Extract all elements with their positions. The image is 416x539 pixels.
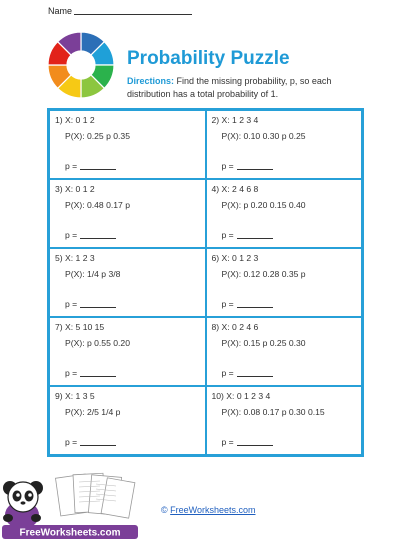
answer-blank[interactable] [80, 238, 116, 239]
problem-x-values: 7) X: 5 10 15 [55, 322, 105, 332]
answer-field[interactable] [222, 230, 273, 240]
puzzle-wheel-logo-icon [47, 31, 115, 99]
problem-x-values: 3) X: 0 1 2 [55, 184, 95, 194]
problem-probabilities: P(X): 0.15 p 0.25 0.30 [221, 338, 306, 348]
answer-blank[interactable] [237, 376, 273, 377]
name-field[interactable] [48, 6, 192, 16]
page-title: Probability Puzzle [127, 48, 290, 69]
problem-x-values: 6) X: 0 1 2 3 [211, 253, 259, 263]
answer-label: p = [221, 161, 234, 171]
puzzle-center [68, 52, 94, 78]
problem-cell-10 [206, 386, 363, 455]
problem-x-values: 2) X: 1 2 3 4 [211, 115, 259, 125]
problem-x-values: 8) X: 0 2 4 6 [211, 322, 259, 332]
answer-label: p = [65, 368, 78, 378]
answer-field[interactable] [222, 299, 273, 309]
directions [127, 75, 377, 101]
name-blank-line[interactable] [74, 14, 192, 15]
answer-blank[interactable] [237, 169, 273, 170]
site-link-text[interactable]: FreeWorksheets.com [170, 505, 256, 515]
worksheet-stack-icon [56, 473, 135, 518]
brand-wordmark: FreeWorksheets.com [19, 527, 121, 539]
problem-probabilities: P(X): p 0.20 0.15 0.40 [221, 200, 306, 210]
answer-label: p = [65, 161, 78, 171]
problem-cell-2 [206, 110, 363, 179]
name-label: Name [48, 6, 73, 16]
copyright-symbol: © [161, 505, 168, 515]
problem-cell-3 [49, 179, 206, 248]
answer-field[interactable] [65, 368, 116, 378]
answer-label: p = [221, 230, 234, 240]
problem-probabilities: P(X): 0.25 p 0.35 [65, 131, 130, 141]
answer-field[interactable] [65, 299, 116, 309]
answer-blank[interactable] [80, 376, 116, 377]
problem-cell-7 [49, 317, 206, 386]
answer-field[interactable] [65, 437, 116, 447]
problem-probabilities: P(X): 2/5 1/4 p [65, 407, 121, 417]
answer-blank[interactable] [237, 307, 273, 308]
panda-icon [3, 481, 43, 529]
problem-cell-8 [206, 317, 363, 386]
answer-field[interactable] [222, 437, 273, 447]
answer-label: p = [65, 299, 78, 309]
problem-probabilities: P(X): 0.12 0.28 0.35 p [221, 269, 306, 279]
problem-probabilities: P(X): 1/4 p 3/8 [65, 269, 121, 279]
panda-mascot-logo-icon [0, 470, 140, 539]
answer-blank[interactable] [80, 445, 116, 446]
problem-cell-4 [206, 179, 363, 248]
problem-probabilities: P(X): 0.08 0.17 p 0.30 0.15 [221, 407, 325, 417]
problem-x-values: 4) X: 2 4 6 8 [211, 184, 259, 194]
answer-blank[interactable] [237, 445, 273, 446]
answer-field[interactable] [222, 368, 273, 378]
answer-field[interactable] [65, 230, 116, 240]
problem-probabilities: P(X): 0.10 0.30 p 0.25 [221, 131, 306, 141]
problem-x-values: 9) X: 1 3 5 [55, 391, 95, 401]
site-link[interactable] [161, 505, 256, 515]
problem-x-values: 1) X: 0 1 2 [55, 115, 95, 125]
answer-blank[interactable] [80, 169, 116, 170]
problem-probabilities: P(X): 0.48 0.17 p [65, 200, 130, 210]
problem-probabilities: P(X): p 0.55 0.20 [65, 338, 130, 348]
answer-blank[interactable] [237, 238, 273, 239]
answer-label: p = [221, 437, 234, 447]
answer-label: p = [65, 230, 78, 240]
answer-field[interactable] [65, 161, 116, 171]
answer-blank[interactable] [80, 307, 116, 308]
problem-cell-9 [49, 386, 206, 455]
problem-x-values: 10) X: 0 1 2 3 4 [211, 391, 271, 401]
answer-label: p = [221, 299, 234, 309]
answer-label: p = [65, 437, 78, 447]
answer-field[interactable] [222, 161, 273, 171]
problem-grid [47, 108, 364, 457]
problem-x-values: 5) X: 1 2 3 [55, 253, 95, 263]
answer-label: p = [221, 368, 234, 378]
directions-text: Find the missing probability, p, so each distribution has a total probability of 1. [127, 76, 332, 99]
problem-cell-1 [49, 110, 206, 179]
directions-label: Directions: [127, 76, 175, 86]
problem-cell-6 [206, 248, 363, 317]
problem-cell-5 [49, 248, 206, 317]
